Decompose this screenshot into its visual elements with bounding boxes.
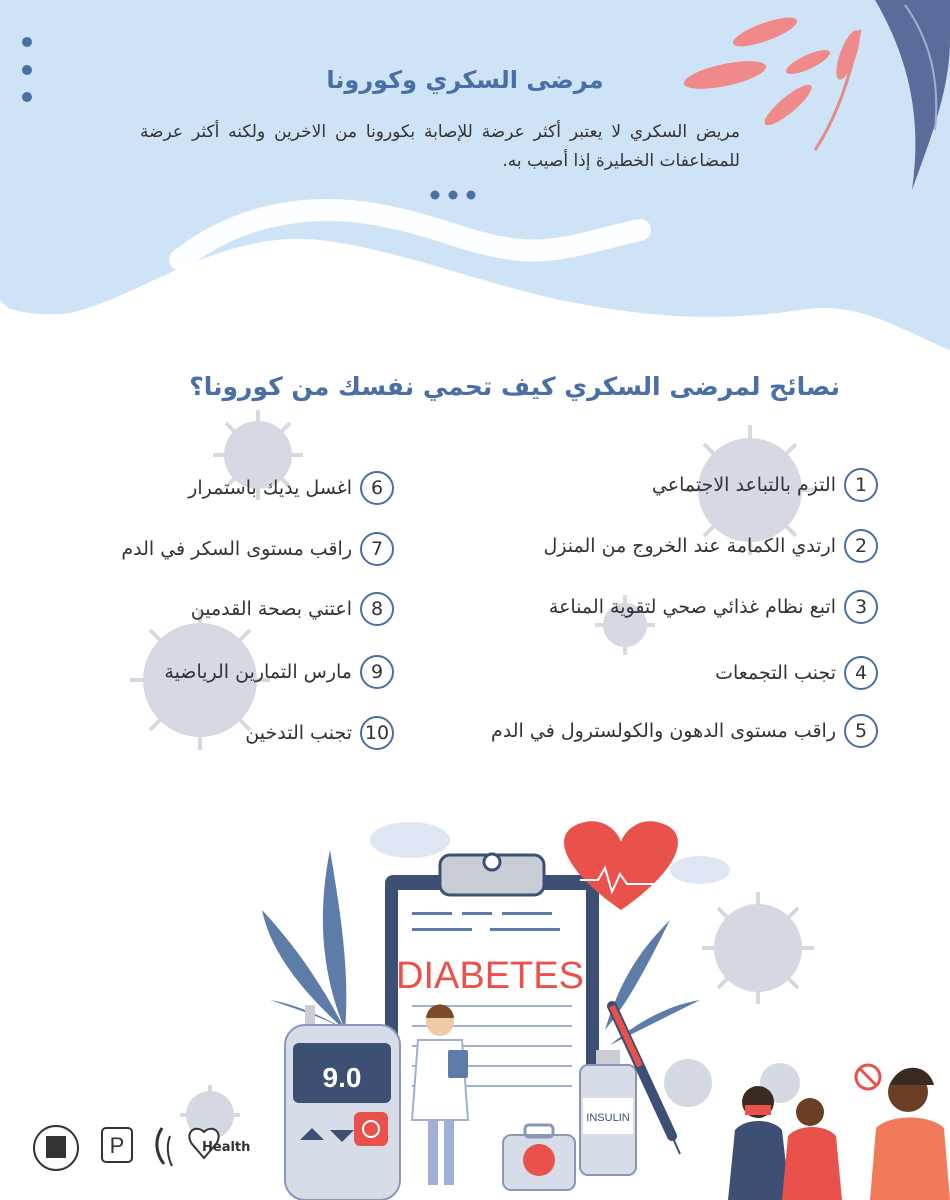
- tip-text: راقب مستوى الدهون والكولسترول في الدم: [491, 720, 836, 742]
- tip-4: [715, 656, 878, 690]
- university-seal-logo: [34, 1126, 78, 1170]
- tip-text: راقب مستوى السكر في الدم: [121, 538, 352, 560]
- tip-2: [544, 529, 879, 563]
- tip-text: تجنب التجمعات: [715, 662, 836, 684]
- tip-number: 10: [360, 716, 394, 750]
- tip-text: اتبع نظام غذائي صحي لتقوية المناعة: [548, 596, 836, 618]
- tip-number: 7: [360, 532, 394, 566]
- tip-number: 4: [844, 656, 878, 690]
- svg-text:P: P: [109, 1133, 125, 1158]
- glucometer-icon: [285, 1005, 400, 1200]
- tip-number: 1: [844, 468, 878, 502]
- tip-6: [188, 471, 394, 505]
- tip-number: 3: [844, 590, 878, 624]
- decorative-dots: [428, 188, 478, 202]
- tip-number: 6: [360, 471, 394, 505]
- tip-text: ارتدي الكمامة عند الخروج من المنزل: [543, 535, 836, 557]
- tip-text: مارس التمارين الرياضية: [164, 661, 352, 683]
- public-health-logo: [102, 1128, 132, 1162]
- tip-3: [549, 590, 878, 624]
- tip-number: 9: [360, 655, 394, 689]
- tip-text: اغسل يديك باستمرار: [188, 477, 352, 499]
- tip-9: [164, 655, 394, 689]
- clipboard-word: DIABETES: [396, 955, 584, 997]
- tips-title: نصائح لمرضى السكري كيف تحمي نفسك من كورونا؟: [189, 372, 840, 401]
- bottle-label: INSULIN: [586, 1112, 630, 1124]
- arabic-script-logo: [157, 1128, 172, 1166]
- no-virus-icon: [856, 1065, 880, 1089]
- tip-7: [121, 532, 394, 566]
- tip-text: التزم بالتباعد الاجتماعي: [651, 474, 836, 496]
- intro-text: مريض السكري لا يعتبر أكثر عرضة للإصابة بكورونا من الاخرين ولكنه أكثر عرضة للمضاعفات الخطيرة إذا أصيب به.: [140, 122, 740, 171]
- people-group: [728, 1068, 950, 1200]
- tip-number: 5: [844, 714, 878, 748]
- logos-strip: [32, 1118, 252, 1178]
- tip-number: 8: [360, 592, 394, 626]
- tip-1: [652, 468, 878, 502]
- glucometer-reading: 9.0: [322, 1062, 362, 1093]
- tip-8: [191, 592, 394, 626]
- tip-text: اعتني بصحة القدمين: [190, 598, 352, 620]
- tip-number: 2: [844, 529, 878, 563]
- tip-text: تجنب التدخين: [245, 722, 352, 744]
- health-logo-text: Health: [202, 1140, 251, 1155]
- tip-10: [245, 716, 394, 750]
- tip-5: [491, 714, 878, 748]
- first-aid-kit-icon: [503, 1125, 575, 1190]
- page-title: مرضى السكري وكورونا: [326, 66, 604, 94]
